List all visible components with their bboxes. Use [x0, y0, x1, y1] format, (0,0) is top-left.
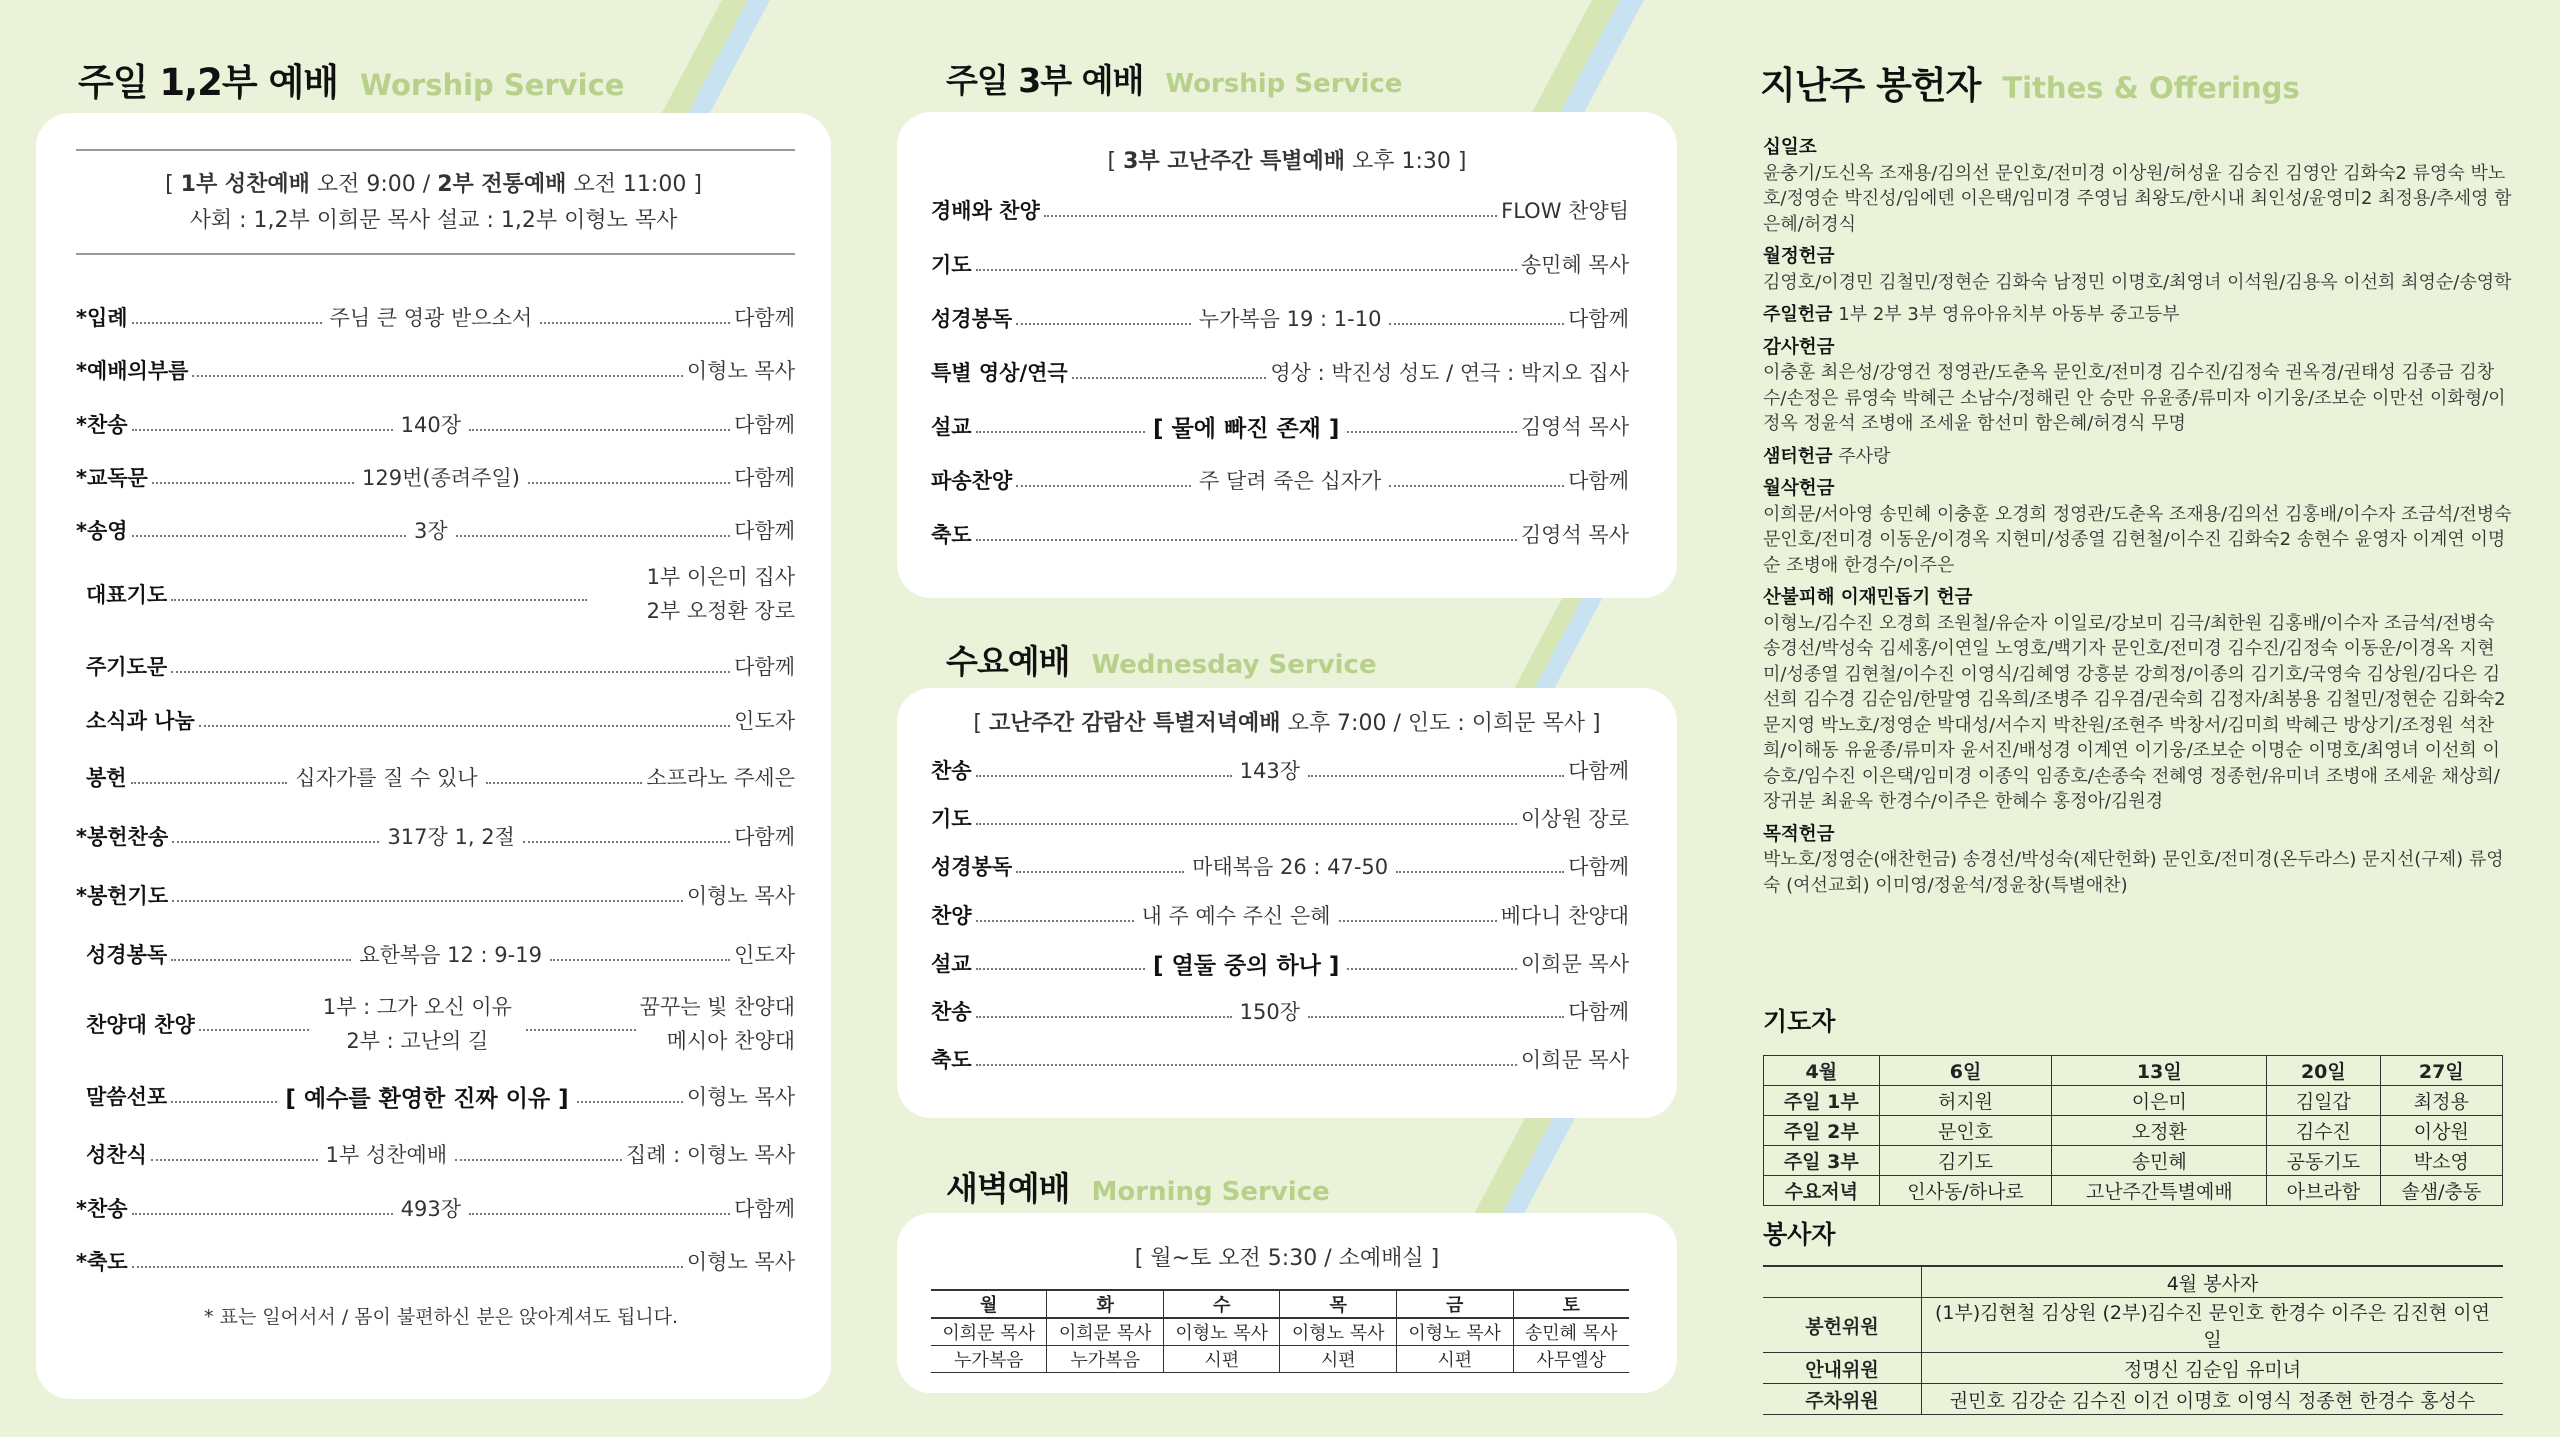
- offering-names: 이형노/김수진 오경희 조원철/유순자 이일로/강보미 김극/최한원 김홍배/이수자 조금석/전병숙 송경선/박성숙 김세홍/이연일 노영호/백기자 문인호/전미경 김수진/김정숙 이동운/이경옥 지현미/성종열 김현철/이수진 이영식/김혜영 강흥분 강희정/이종의 김기호/국영숙 김상원/김다은 김선희 김수경 김순임/한말영 김옥희/조병주 김우겸/권숙희 김정자/최봉용 김철민/정현순 김화숙2 문지영 박노호/정영순 박대성/서수지 박찬원/조현주 박창서/김미희 박혜근 방상기/조정원 석찬희/이해동 유윤종/류미자 윤서진/배성경 이계연 이기웅/조보순 이명순 이명호/최영녀 이선희 이승호/임수진 이은택/임미경 이종익 임종호/손종숙 전혜영 정종헌/유미녀 조병애 조세윤 채상희/장귀분 최윤옥 한경수/이주은 한혜수 홍정아/김원경: [1763, 612, 2506, 812]
- table-cell: 27일: [2380, 1056, 2502, 1086]
- table-cell: 주차위원: [1763, 1384, 1922, 1415]
- prayer-table: [1763, 1055, 2503, 1206]
- offerings-title-en: Tithes & Offerings: [2002, 71, 2300, 105]
- table-cell: 화: [1047, 1290, 1164, 1318]
- table-cell: 이형노 목사: [1163, 1318, 1280, 1346]
- table-cell: 4월 봉사자: [1922, 1266, 2504, 1298]
- table-cell: 시편: [1396, 1346, 1513, 1373]
- table-cell: 사무엘상: [1513, 1346, 1629, 1373]
- morning-header: [ 월~토 오전 5:30 / 소예배실 ]: [1134, 1246, 1440, 1271]
- offerings-title-ko: 지난주 봉헌자: [1760, 64, 1981, 107]
- table-cell: 20일: [2267, 1056, 2381, 1086]
- table-cell: 허지원: [1879, 1086, 2052, 1116]
- order-item: 성경봉독 요한복음 12 : 9-19 인도자: [86, 943, 795, 967]
- worship-3-order: [931, 112, 1629, 598]
- servants-title: 봉사자: [1763, 1220, 1836, 1249]
- offering-category: 감사헌금: [1763, 336, 1835, 358]
- order-item: *예배의부름 이형노 목사: [76, 359, 795, 383]
- prayer-title: 기도자: [1763, 1007, 1836, 1036]
- order-item: 경배와 찬양 FLOW 찬양팀: [931, 199, 1629, 223]
- table-cell: 월: [931, 1290, 1047, 1318]
- servants-table: [1763, 1265, 2503, 1415]
- table-cell: 고난주간특별예배: [2052, 1176, 2267, 1206]
- table-cell: 송민혜: [2052, 1146, 2267, 1176]
- order-item: 찬송 150장 다함께: [931, 1000, 1629, 1024]
- order-item: 소식과 나눔 인도자: [86, 709, 795, 733]
- order-item: *봉헌찬송 317장 1, 2절 다함께: [76, 825, 795, 849]
- table-cell: 최정용: [2380, 1086, 2502, 1116]
- order-item: 성경봉독 누가복음 19 : 1-10 다함께: [931, 307, 1629, 331]
- order-item: 기도 이상원 장로: [931, 807, 1629, 831]
- table-cell: 시편: [1163, 1346, 1280, 1373]
- worship-12-order: [76, 113, 795, 1399]
- order-item: 축도 이희문 목사: [931, 1048, 1629, 1072]
- order-item: *교독문 129번(종려주일) 다함께: [76, 466, 796, 490]
- table-cell: 오정환: [2052, 1116, 2267, 1146]
- order-item: 기도 송민혜 목사: [931, 253, 1629, 277]
- table-cell: 주일 3부: [1764, 1146, 1880, 1176]
- table-cell: (1부)김현철 김상원 (2부)김수진 문인호 한경수 이주은 김진현 이연일: [1922, 1298, 2504, 1353]
- worship-3-title: [946, 55, 1402, 102]
- wednesday-card: [897, 688, 1677, 1118]
- order-item: 주기도문 다함께: [86, 655, 795, 679]
- table-cell: 이희문 목사: [931, 1318, 1047, 1346]
- table-cell: 이형노 목사: [1280, 1318, 1397, 1346]
- worship-3-title-en: Worship Service: [1165, 69, 1403, 99]
- table-cell: 이은미: [2052, 1086, 2267, 1116]
- worship-12-title-en: Worship Service: [360, 68, 625, 102]
- table-cell: 주일 2부: [1764, 1116, 1880, 1146]
- order-item: 축도 김영석 목사: [931, 523, 1629, 547]
- offering-names: 이희문/서아영 송민혜 이충훈 오경희 정영관/도춘옥 조재용/김의선 김홍배/이수자 조금석/전병숙 문인호/전미경 이동운/이경옥 지현미/성종열 김현철/이수진 김화숙2 송현수 윤영자 이계연 이명순 조병애 한경수/이주은: [1763, 503, 2512, 576]
- order-item: 특별 영상/연극 영상 : 박진성 성도 / 연극 : 박지오 집사: [931, 361, 1629, 385]
- offering-names: 박노호/정영순(애찬헌금) 송경선/박성숙(제단헌화) 문인호/전미경(온두라스) 문지선(구제) 류영숙 (여선교회) 이미영/정윤석/정윤창(특별애찬): [1763, 849, 2504, 896]
- order-item: 봉헌 십자가를 질 수 있나 소프라노 주세은: [86, 766, 795, 790]
- worship-12-card: [36, 113, 831, 1399]
- table-cell: 정명신 김순임 유미녀: [1922, 1353, 2504, 1384]
- table-cell: 솔샘/충동: [2380, 1176, 2502, 1206]
- table-cell: 주일 1부: [1764, 1086, 1880, 1116]
- order-item: *봉헌기도 이형노 목사: [76, 884, 795, 908]
- order-item: 찬송 143장 다함께: [931, 759, 1629, 783]
- offering-category: 십일조: [1763, 137, 1817, 158]
- table-cell: 금: [1396, 1290, 1513, 1318]
- worship-3-card: [897, 112, 1677, 598]
- morning-title-ko: 새벽예배: [946, 1169, 1070, 1208]
- table-cell: 송민혜 목사: [1513, 1318, 1629, 1346]
- wednesday-title: [946, 636, 1377, 683]
- table-cell: 공동기도: [2267, 1146, 2381, 1176]
- table-cell: 시편: [1280, 1346, 1397, 1373]
- table-cell: 누가복음: [1047, 1346, 1164, 1373]
- order-item: 설교 [ 물에 빠진 존재 ] 김영석 목사: [931, 415, 1629, 442]
- morning-title: [946, 1163, 1330, 1210]
- wednesday-title-ko: 수요예배: [946, 642, 1070, 681]
- order-item: 찬양 내 주 예수 주신 은혜 베다니 찬양대: [931, 904, 1630, 928]
- order-item: 찬양대 찬양 1부 : 그가 오신 이유 2부 : 고난의 길 꿈꾸는 빛 찬양대 메시아 찬양대: [86, 995, 795, 1053]
- table-cell: 목: [1280, 1290, 1397, 1318]
- table-cell: 김수진: [2267, 1116, 2381, 1146]
- order-item: 설교 [ 열둘 중의 하나 ] 이희문 목사: [931, 952, 1629, 979]
- table-cell: 누가복음: [931, 1346, 1047, 1373]
- offering-category: 월삭헌금: [1763, 478, 1835, 499]
- offering-category: 산불피해 이재민돕기 헌금: [1763, 587, 1973, 608]
- wednesday-title-en: Wednesday Service: [1091, 650, 1377, 680]
- wednesday-header: [ 고난주간 감람산 특별저녁예배 오후 7:00 / 인도 : 이희문 목사 ]: [973, 711, 1601, 736]
- worship-12-title: [78, 52, 624, 106]
- morning-card: [897, 1213, 1677, 1393]
- footnote: * 표는 일어서서 / 몸이 불편하신 분은 앉아계셔도 됩니다.: [204, 1306, 679, 1328]
- order-item: *찬송 140장 다함께: [76, 413, 796, 437]
- offering-names: 윤충기/도신옥 조재용/김의선 문인호/전미경 이상원/허성윤 김승진 김영안 김화숙2 류영숙 박노호/정영순 박진성/임에덴 이은택/임미경 주영님 최왕도/한시내 최인성/윤영미2 최정용/추세영 함은혜/허경식: [1763, 162, 2512, 235]
- table-cell: 안내위원: [1763, 1353, 1922, 1384]
- table-cell: 김일갑: [2267, 1086, 2381, 1116]
- table-cell: 4월: [1764, 1056, 1880, 1086]
- order-item: 파송찬양 주 달려 죽은 십자가 다함께: [931, 469, 1629, 493]
- worship-12-header-line1: [ 1부 성찬예배 오전 9:00 / 2부 전통예배 오전 11:00 ]: [165, 172, 702, 197]
- morning-title-en: Morning Service: [1091, 1177, 1330, 1207]
- wednesday-order: [931, 688, 1629, 1118]
- offering-names: 이충훈 최은성/강영건 정영관/도춘옥 문인호/전미경 김수진/김정숙 권옥경/권태성 김종금 김창수/손정은 류영숙 박혜근 소남수/정해린 안 승만 유윤종/류미자 이기웅/조보순 이만선 이화형/이정옥 정윤석 조병애 조세윤 함선미 함은혜/허경식 무명: [1763, 362, 2506, 434]
- worship-3-header: [ 3부 고난주간 특별예배 오후 1:30 ]: [1107, 149, 1467, 174]
- order-item: *송영 3장 다함께: [76, 519, 796, 543]
- table-cell: 김기도: [1879, 1146, 2052, 1176]
- worship-3-title-ko: 주일 3부 예배: [946, 61, 1144, 100]
- offerings-list: [1763, 128, 2513, 898]
- worship-12-title-ko: 주일 1,2부 예배: [78, 61, 339, 104]
- offering-inline: 샘터헌금 주사랑: [1763, 445, 1891, 467]
- morning-table: [931, 1289, 1629, 1373]
- table-cell: 이희문 목사: [1047, 1318, 1164, 1346]
- table-cell: 수요저녁: [1764, 1176, 1880, 1206]
- table-cell: 박소영: [2380, 1146, 2502, 1176]
- table-cell: 6일: [1879, 1056, 2052, 1086]
- table-cell: 13일: [2052, 1056, 2267, 1086]
- table-cell: 권민호 김강순 김수진 이건 이명호 이영식 정종현 한경수 홍성수: [1922, 1384, 2504, 1415]
- order-item: 성찬식 1부 성찬예배 집례 : 이형노 목사: [86, 1143, 795, 1167]
- order-item: *입례 주님 큰 영광 받으소서 다함께: [76, 306, 795, 330]
- offering-category: 월정헌금: [1763, 246, 1835, 267]
- table-cell: 인사동/하나로: [1879, 1176, 2052, 1206]
- table-cell: 이형노 목사: [1396, 1318, 1513, 1346]
- order-item: 대표기도 1부 이은미 집사 2부 오정환 장로: [86, 565, 795, 623]
- offering-names: 김영호/이경민 김철민/정현순 김화숙 남정민 이명호/최영녀 이석원/김용옥 이선희 최영순/송영학: [1763, 271, 2512, 293]
- order-item: *축도 이형노 목사: [76, 1250, 795, 1274]
- offering-inline: 주일헌금 1부 2부 3부 영유아유치부 아동부 중고등부: [1763, 304, 2180, 325]
- table-cell: 봉헌위원: [1763, 1298, 1922, 1353]
- order-item: *찬송 493장 다함께: [76, 1197, 796, 1221]
- offering-category: 목적헌금: [1763, 823, 1835, 845]
- offerings-title: [1760, 55, 2300, 109]
- table-cell: 토: [1513, 1290, 1629, 1318]
- order-item: 말씀선포 [ 예수를 환영한 진짜 이유 ] 이형노 목사: [86, 1085, 796, 1112]
- worship-12-header-line2: 사회 : 1,2부 이희문 목사 설교 : 1,2부 이형노 목사: [189, 208, 678, 233]
- table-cell: 이상원: [2380, 1116, 2502, 1146]
- table-cell: [1763, 1266, 1922, 1298]
- table-cell: 아브라함: [2267, 1176, 2381, 1206]
- table-cell: 문인호: [1879, 1116, 2052, 1146]
- table-cell: 수: [1163, 1290, 1280, 1318]
- order-item: 성경봉독 마태복음 26 : 47-50 다함께: [931, 855, 1630, 879]
